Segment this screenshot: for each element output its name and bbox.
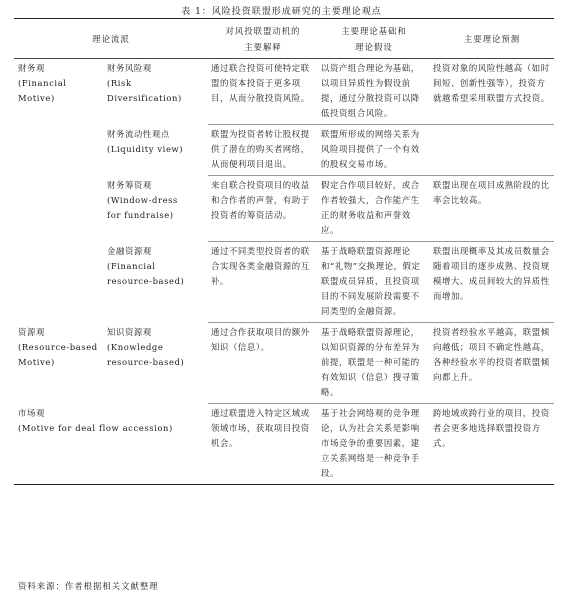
header-school: 理论流派: [14, 19, 208, 59]
prediction-cell: 跨地域或跨行业的项目，投资者会更多地选择联盟投资方式。: [430, 404, 554, 485]
basis-cell: 以资产组合理论为基础，以项目异质性为假设前提，通过分散投资可以降低投资组合风险。: [318, 59, 430, 125]
table-row: [14, 59, 554, 125]
subschool-knowledge: 知识资源观 (Knowledge resource-based): [107, 326, 185, 367]
header-prediction: 主要理论预测: [430, 19, 554, 59]
table-caption: 表 1：风险投资联盟形成研究的主要理论观点: [181, 7, 382, 17]
basis-cell: 基于战略联盟资源理论，以知识资源的分布差异为前提，联盟是一种可能的有效知识（信息）搜寻策略。: [318, 323, 430, 404]
group-name-financial: 财务观 (Financial Motive): [18, 63, 67, 103]
header-motive: 对风投联盟动机的 主要解释: [208, 19, 318, 59]
motive-cell: 通过不同类型投资者的联合实现各类金融资源的互补。: [208, 242, 318, 323]
motive-cell: 通过联合投资可使特定联盟的资本投资于更多项目，从而分散投资风险。: [208, 59, 318, 125]
motive-cell: 联盟为投资者转让股权提供了潜在的购买者网络，从而便利项目退出。: [208, 125, 318, 176]
prediction-cell: 投资对象的风险性越高（如时间短、创新性强等），投资方就越希望采用联盟方式投资。: [430, 59, 554, 125]
basis-cell: 基于社会网络观的竞争理论，认为社会关系是影响市场竞争的重要因素，建立关系网络是一种竞争手段。: [318, 404, 430, 485]
table-header-row: [14, 19, 554, 59]
motive-cell: 通过联盟进入特定区域或领域市场，获取项目投资机会。: [208, 404, 318, 485]
group-name-resource: 资源观 (Resource-based Motive): [18, 326, 98, 367]
group-name-market: 市场观 (Motive for deal flow accession): [14, 404, 208, 485]
subschool-fundraise: 财务筹资观 (Window-dress for fundraise): [107, 179, 178, 220]
subschool-liquidity: 财务流动性观点 (Liquidity view): [107, 128, 184, 154]
subschool-financial-resource: 金融资源观 (Financial resource-based): [107, 245, 185, 286]
theory-table: [14, 18, 554, 485]
motive-cell: 通过合作获取项目的额外知识（信息）。: [208, 323, 318, 404]
prediction-cell: 联盟出现概率及其成员数量会随着项目的逐步成熟、投资规模增大、成员间较大的异质性而增加。: [430, 242, 554, 323]
prediction-cell: 投资者经验水平越高，联盟倾向越低；项目不确定性越高，各种经验水平的投资者联盟倾向都上升。: [430, 323, 554, 404]
prediction-cell: 联盟出现在项目成熟阶段的比率会比较高。: [430, 176, 554, 242]
source-note: 资料来源：作者根据相关文献整理: [18, 581, 159, 591]
basis-cell: 假定合作项目较好，或合作者较强大，合作能产生正的财务收益和声誉效应。: [318, 176, 430, 242]
prediction-cell: [430, 125, 554, 176]
basis-cell: 基于战略联盟资源理论和“礼物”交换理论，假定联盟成员异质，且投资项目的不同发展阶段需要不同类型的金融资源。: [318, 242, 430, 323]
table-row: [14, 404, 554, 485]
table-row: [14, 323, 554, 404]
subschool-risk: 财务风险观 (Risk Diversification): [107, 63, 182, 103]
header-basis: 主要理论基础和 理论假设: [318, 19, 430, 59]
motive-cell: 来自联合投资项目的收益和合作者的声誉，有助于投资者的筹资活动。: [208, 176, 318, 242]
basis-cell: 联盟所形成的网络关系为风险项目提供了一个有效的股权交易市场。: [318, 125, 430, 176]
